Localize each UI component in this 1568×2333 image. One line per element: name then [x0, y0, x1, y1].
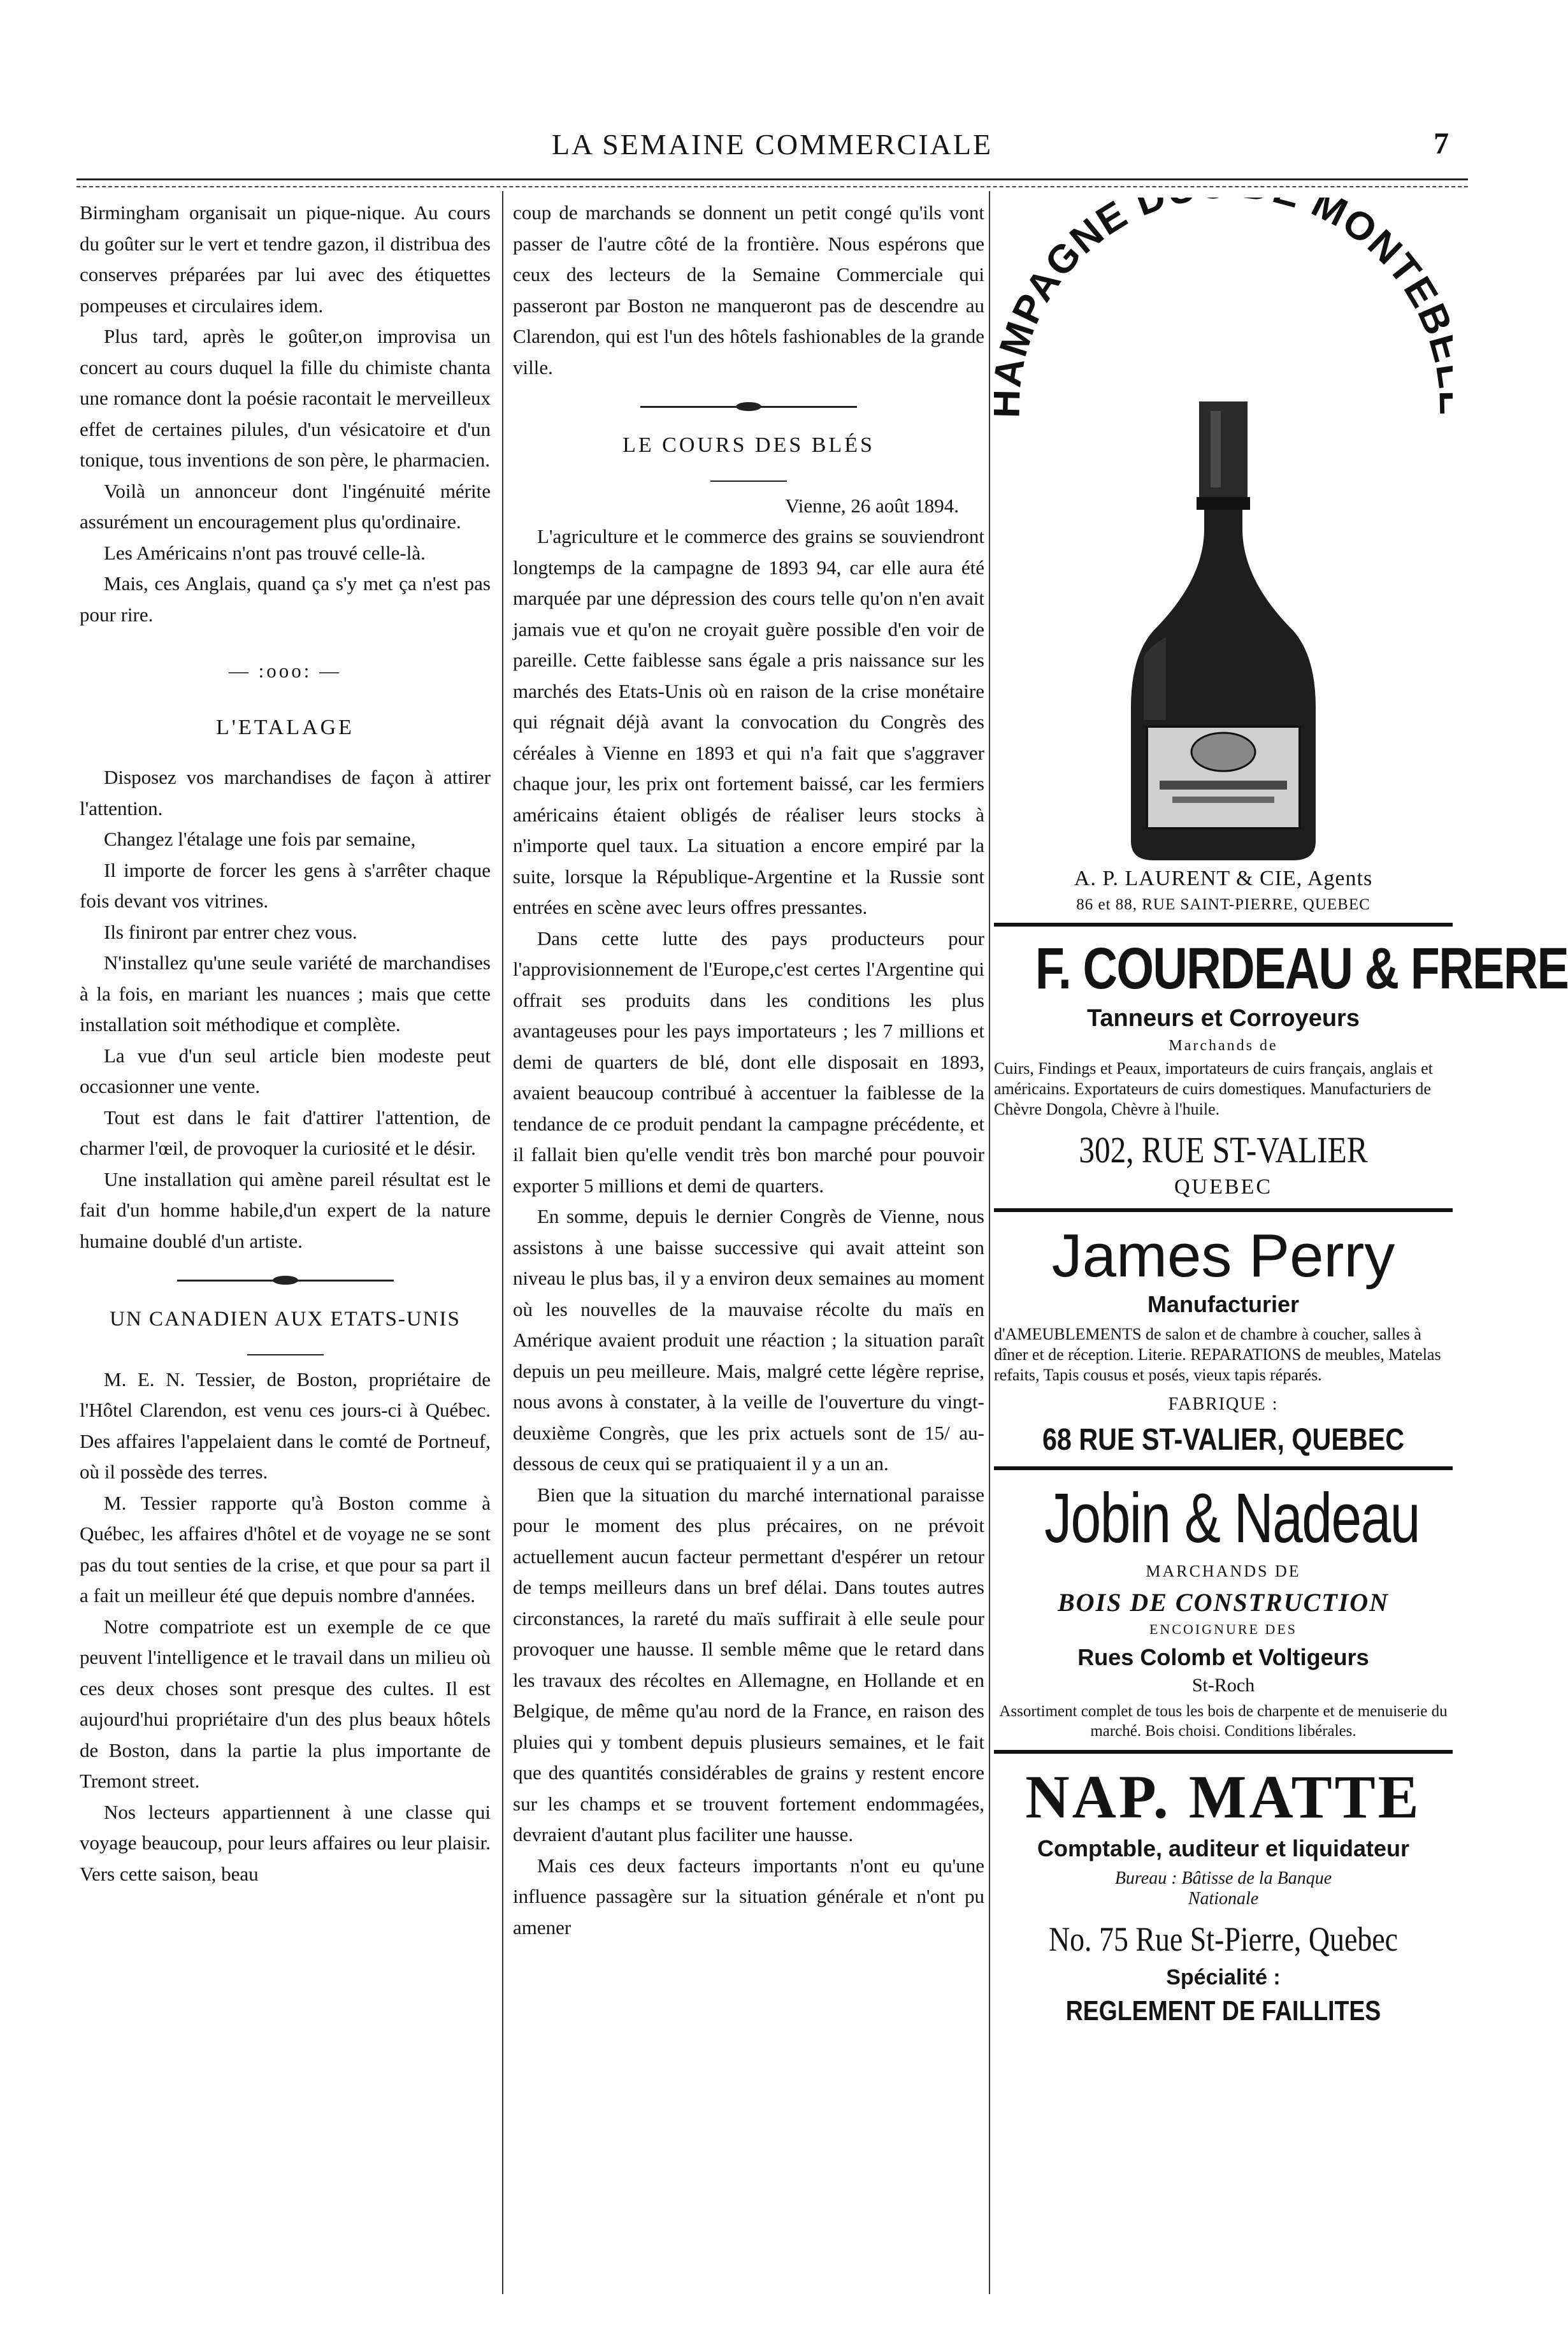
paragraph: Bien que la situation du marché international paraisse pour le moment des plus précaires, on ne prévoit actuellement aucun facteur permettant d'espérer un retour de temps meilleurs dans un bref délai. Dans toutes autres circonstances, la rareté du maïs suffirait à elle seule pour provoquer une hausse. Il semble même que le retard dans les travaux des récoltes en Allemagne, en Hollande et en Belgique, de même qu'au nord de la France, en raison des pluies qui y tombent depuis plusieurs semaines, et le fait que des quantités considérables de grains y restent encore sur les champs et se trouvent fortement endommagées, devraient d'autant plus faciliter une hausse.: [513, 1483, 984, 1845]
paragraph: N'installez qu'une seule variété de marchandises à la fois, en mariant les nuances ; mais que cette installation soit méthodique et complète.: [80, 951, 491, 1036]
perry-name: James Perry: [1051, 1222, 1395, 1290]
perry-ad: [994, 1221, 1453, 1457]
paragraph: Birmingham organisait un pique-nique. Au cours du goûter sur le vert et tendre gazon, il distribua des conserves préparées par lui avec des étiquettes pompeuses et circulaires idem.: [80, 201, 491, 317]
paragraph: Dans cette lutte des pays producteurs pour l'approvisionnement de l'Europe,c'est certes l'Argentine qui offrait ses produits dans les conditions les plus avantageuses pour les pays importateurs ; les 7 millions et demi de quarters de blé, dont elle disposait en 1893, avaient beaucoup contribué à accentuer la faiblesse de la tendance de ce produit pendant la campagne précédente, et il fallait bien qu'elle vendit très bon marché pour pouvoir exporter 5 millions et demi de quarters.: [513, 927, 984, 1197]
ad-divider: [994, 1208, 1453, 1212]
paragraph: Mais ces deux facteurs importants n'ont eu qu'une influence passagère sur la situation générale et n'ont pu amener: [513, 1854, 984, 1939]
paragraph: Les Américains n'ont pas trouvé celle-là.: [104, 541, 426, 564]
section-heading-etalage: L'ETALAGE: [216, 715, 354, 739]
matte-reglement: REGLEMENT DE FAILLITES: [1065, 1995, 1381, 2026]
jobin-marchands: MARCHANDS DE: [1146, 1562, 1301, 1580]
short-rule: [710, 480, 787, 482]
paragraph: Mais, ces Anglais, quand ça s'y met ça n'est pas pour rire.: [80, 572, 491, 626]
paragraph: M. E. N. Tessier, de Boston, propriétaire de l'Hôtel Clarendon, est venu ces jours-ci à Québec. Des affaires l'appelaient dans le comté de Portneuf, où il possède des terres.: [80, 1368, 491, 1483]
paragraph: Ils finiront par entrer chez vous.: [104, 920, 357, 943]
ad-divider: [994, 923, 1453, 927]
header-divider: [76, 186, 1468, 187]
paragraph: Il importe de forcer les gens à s'arrêter chaque fois devant vos vitrines.: [80, 858, 491, 912]
matte-ad: [994, 1763, 1453, 2027]
page-header: [76, 121, 1468, 180]
matte-address: No. 75 Rue St-Pierre, Quebec: [1048, 1920, 1399, 1958]
jobin-name: Jobin & Nadeau: [1044, 1479, 1420, 1557]
paragraph: Une installation qui amène pareil résultat est le fait d'un homme habile,d'un expert de la nature humaine doublé d'un artiste.: [80, 1167, 491, 1252]
column-3-ads: [994, 198, 1568, 2027]
courdeau-name: F. COURDEAU & FRERE: [1035, 936, 1568, 1001]
jobin-encoignure: ENCOIGNURE DES: [1149, 1621, 1298, 1637]
champagne-address: 86 et 88, RUE SAINT-PIERRE, QUEBEC: [1076, 896, 1370, 913]
jobin-ad: [994, 1479, 1453, 1741]
perry-address: 68 RUE ST-VALIER, QUEBEC: [1042, 1423, 1405, 1457]
courdeau-address: 302, RUE ST-VALIER: [1079, 1129, 1368, 1171]
matte-specialite: Spécialité :: [1166, 1965, 1281, 1990]
column-2: [513, 198, 984, 1943]
page-number: 7: [1434, 127, 1449, 161]
courdeau-description: Cuirs, Findings et Peaux, importateurs de cuirs français, anglais et américains. Exportateurs de cuirs domestiques. Manufacturiers de Chèvre Dongola, Chèvre à l'huile.: [994, 1059, 1433, 1118]
section-heading-bles: LE COURS DES BLÉS: [622, 433, 875, 457]
ornament-divider: [177, 1276, 394, 1285]
paragraph: M. Tessier rapporte qu'à Boston comme à Québec, les affaires d'hôtel et de voyage ne se sont pas du tout senties de la crise, et que pour sa part il a fait un meilleur été que depuis nombre d'années.: [80, 1491, 491, 1607]
courdeau-city: QUEBEC: [1174, 1175, 1272, 1199]
paragraph: Nos lecteurs appartiennent à une classe qui voyage beaucoup, pour leurs affaires ou leur plaisir. Vers cette saison, beau: [80, 1800, 491, 1885]
paragraph: Changez l'étalage une fois par semaine,: [104, 828, 416, 850]
column-1: [80, 198, 491, 1889]
champagne-bottle-illustration: [994, 198, 1453, 873]
paragraph: coup de marchands se donnent un petit congé qu'ils vont passer de l'autre côté de la frontière. Nous espérons que ceux des lecteurs de la Semaine Commerciale qui passeront par Boston ne manqueront pas de descendre au Clarendon, qui est l'un des hôtels fashionables de la grande ville.: [513, 201, 984, 379]
jobin-bois: BOIS DE CONSTRUCTION: [1057, 1588, 1390, 1617]
courdeau-subtitle: Tanneurs et Corroyeurs: [1087, 1005, 1360, 1032]
paragraph: Voilà un annonceur dont l'ingénuité mérite assurément un encouragement plus qu'ordinaire.: [80, 479, 491, 533]
ornament-divider: [640, 402, 857, 411]
jobin-description: Assortiment complet de tous les bois de charpente et de menuiserie du marché. Bois choisi. Conditions libérales.: [999, 1703, 1448, 1740]
paragraph: La vue d'un seul article bien modeste peut occasionner une vente.: [80, 1044, 491, 1097]
perry-fabrique: FABRIQUE :: [1168, 1394, 1279, 1414]
matte-role: Comptable, auditeur et liquidateur: [1037, 1835, 1410, 1861]
champagne-ad: [994, 198, 1453, 873]
short-rule: [247, 1354, 324, 1355]
champagne-arc-text: MPAGNE D MONTE: [994, 198, 1447, 362]
newspaper-title: LA SEMAINE COMMERCIALE: [551, 128, 993, 161]
dateline: Vienne, 26 août 1894.: [785, 494, 959, 517]
section-heading-canadien: UN CANADIEN AUX ETATS-UNIS: [110, 1308, 461, 1331]
paragraph: Notre compatriote est un exemple de ce que peuvent l'intelligence et le travail dans un milieu où ces deux choses sont presque des cultes. Il est aujourd'hui propriétaire d'un des plus beaux hôtels de Boston, dans la partie la plus importante de Tremont street.: [80, 1615, 491, 1792]
courdeau-ad: [994, 935, 1568, 1199]
jobin-district: St-Roch: [1191, 1675, 1255, 1696]
perry-description: d'AMEUBLEMENTS de salon et de chambre à coucher, salles à dîner et de réception. Literie. REPARATIONS de meubles, Matelas refaits, Tapis cousus et posés, vieux tapis réparés.: [994, 1325, 1441, 1384]
courdeau-marchands: Marchands de: [1169, 1037, 1278, 1054]
ad-divider: [994, 1466, 1453, 1470]
svg-text:CHAMPAGNE DUC DE MONTEBELLO: [994, 198, 1453, 419]
column-divider-2: [989, 191, 990, 2294]
paragraph: En somme, depuis le dernier Congrès de Vienne, nous assistons à une baisse successive qui avait atteint son niveau le plus bas, il y a environ deux semaines au moment où les nouvelles de la mauvaise récolte du maïs en Amérique avaient produit une réaction ; la situation paraît depuis un peu meilleure. Mais, malgré cette légère reprise, nous avons à constater, à la veille de l'ouverture du vingt-deuxième Congrès, que les prix actuels sont de 15/ au-dessous de ceux qui se pratiquaient il y a un an.: [513, 1205, 984, 1475]
section-separator: — :ooo: —: [228, 660, 342, 682]
paragraph: L'agriculture et le commerce des grains se souviendront longtemps de la campagne de 1893 94, car elle aura été marquée par une dépression des cours telle qu'on n'en avait jamais vue et qu'on ne croyait guère possible d'en voir de pareille. Cette faiblesse sans égale a pris naissance sur les marchés des Etats-Unis où en raison de la crise monétaire qui régnait déjà avant la convocation du Congrès des céréales à Vienne en 1893 et qui n'a fait que s'aggraver chaque jour, les prix ont fortement baissé, car les fermiers américains étaient obligés de réaliser leurs stocks à n'importe quel taux. La situation a encore empiré par la suite, lorsque la République-Argentine et la Russie sont entrées en scène avec leurs offres pressantes.: [513, 525, 984, 918]
matte-bureau: Bureau : Bâtisse de la Banque Nationale: [1114, 1868, 1332, 1909]
paragraph: Tout est dans le fait d'attirer l'attention, de charmer l'œil, de provoquer la curiosité et le désir.: [80, 1106, 491, 1159]
champagne-agents: A. P. LAURENT & CIE, Agents: [1074, 867, 1373, 890]
matte-name: NAP. MATTE: [1025, 1763, 1421, 1831]
paragraph: Disposez vos marchandises de façon à attirer l'attention.: [80, 766, 491, 820]
ad-divider: [994, 1750, 1453, 1754]
jobin-rues: Rues Colomb et Voltigeurs: [1077, 1644, 1369, 1670]
column-divider-1: [502, 191, 503, 2294]
paragraph: Plus tard, après le goûter,on improvisa un concert au cours duquel la fille du chimiste chanta une romance dont la poésie racontait le merveilleux effet de certaines pilules, d'un vésicatoire et d'un tonique, tous inventions de son père, le pharmacien.: [80, 325, 491, 471]
perry-role: Manufacturier: [1147, 1291, 1300, 1317]
